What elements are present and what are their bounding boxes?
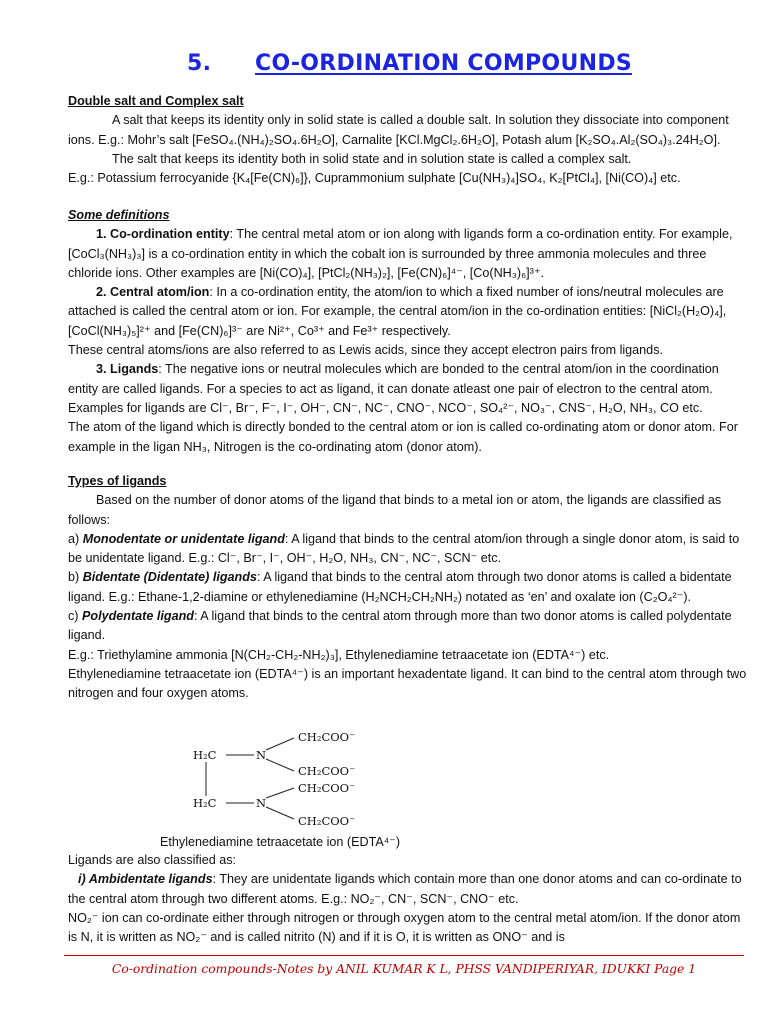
ligand-type-text: : A ligand that binds to the central atom through two donor atoms is called a bidentate ligand. E.g.: Ethane-1,2-diamine or ethylenediamine (H₂NCH₂CH₂NH₂) notated as ‘en’ and oxalate ion (C₂O₄²⁻). <box>68 570 732 604</box>
paragraph: These central atoms/ions are also referred to as Lewis acids, since they accept electron pairs from ligands. <box>68 343 663 358</box>
edta-structure-diagram <box>190 726 390 826</box>
ligand-type-label: Bidentate (Didentate) ligands <box>82 570 257 585</box>
definition-item <box>68 283 748 341</box>
paragraph: E.g.: Potassium ferrocyanide {K₄[Fe(CN)₆]}, Cuprammonium sulphate [Cu(NH₃)₄]SO₄, K₂[PtCl₄], [Ni(CO)₄] etc. <box>68 171 681 186</box>
ligand-type-label: Monodentate or unidentate ligand <box>82 531 285 546</box>
ligand-type-a <box>68 530 748 569</box>
section-double-complex-salt <box>68 92 748 188</box>
definition-item <box>68 360 748 399</box>
n-top-label: N <box>256 748 267 762</box>
h2c-bottom-label: H₂C <box>193 796 217 810</box>
paragraph: A salt that keeps its identity only in solid state is called a double salt. In solution they dissociate into component ions. E.g.: Mohr’s salt [FeSO₄.(NH₄)₂SO₄.6H₂O], Carnalite [KCl.MgCl₂.6H₂O], Potash alum [K₂SO₄.Al₂(SO₄)₃.24H₂O]. <box>68 113 729 147</box>
paragraph: Based on the number of donor atoms of the ligand that binds to a metal ion or atom, the ligands are classified as follows: <box>68 493 722 527</box>
list-marker: b) <box>68 570 83 585</box>
definition-label: 3. Ligands <box>96 362 159 377</box>
list-marker: a) <box>68 531 83 546</box>
ch2coo-group: CH₂COO⁻ <box>298 730 356 744</box>
chapter-number: 5. <box>187 51 212 76</box>
definition-text: : In a co-ordination entity, the atom/ion to which a fixed number of ions/neutral molecules are attached is called the central atom or ion. For example, the central atom/ion in the co-ordination entities: [NiCl₂(H₂O)₄], [CoCl(NH₃)₅]²⁺ and [Fe(CN)₆]³⁻ are Ni²⁺, Co³⁺ and Fe³⁺ respectively. <box>68 285 727 338</box>
definition-label: 1. Co-ordination entity <box>96 227 230 242</box>
paragraph: Examples for ligands are Cl⁻, Br⁻, F⁻, I⁻, OH⁻, CN⁻, NC⁻, CNO⁻, NCO⁻, SO₄²⁻, NO₃⁻, CNS⁻, H₂O, NH₃, CO etc. <box>68 400 703 415</box>
n-bottom-label: N <box>256 796 267 810</box>
paragraph: The atom of the ligand which is directly bonded to the central atom or ion is called co-ordinating atom or donor atom. For example in the ligan NH₃, Nitrogen is the co-ordinating atom (donor atom). <box>68 420 738 454</box>
ch2coo-group: CH₂COO⁻ <box>298 764 356 778</box>
ch2coo-group: CH₂COO⁻ <box>298 814 356 828</box>
ch2coo-group: CH₂COO⁻ <box>298 781 356 795</box>
definition-item <box>68 225 748 283</box>
paragraph: NO₂⁻ ion can co-ordinate either through nitrogen or through oxygen atom to the central metal atom/ion. If the donor atom is N, it is written as NO₂⁻ and is called nitrito (N) and if it is O, it is written as ONO⁻ and is <box>68 910 741 945</box>
paragraph: Ethylenediamine tetraacetate ion (EDTA⁴⁻) is an important hexadentate ligand. It can bind to the central atom through two nitrogen and four oxygen atoms. <box>68 666 747 701</box>
section-also-classified <box>68 851 748 947</box>
page-footer: Co-ordination compounds-Notes by ANIL KUMAR K L, PHSS VANDIPERIYAR, IDUKKI Page 1 <box>111 962 697 976</box>
chapter-title: CO-ORDINATION COMPOUNDS <box>255 51 633 76</box>
ligand-type-b <box>68 568 748 607</box>
ligand-type-text: : A ligand that binds to the central atom through more than two donor atoms is called polydentate ligand. <box>68 609 732 643</box>
definition-text: : The negative ions or neutral molecules which are bonded to the central atom/ion in the coordination entity are called ligands. For a species to act as ligand, it can donate atleast one pair of electron to the central atom. <box>68 362 719 396</box>
section-heading: Some definitions <box>68 208 170 222</box>
ligand-type-label: i) Ambidentate ligands <box>78 872 213 887</box>
ambidentate-item <box>68 870 748 909</box>
footer-divider <box>64 955 744 956</box>
section-heading: Double salt and Complex salt <box>68 94 244 108</box>
ligand-type-text: : A ligand that binds to the central atom/ion through a single donor atom, is said to be unidentate ligand. E.g.: Cl⁻, Br⁻, I⁻, OH⁻, H₂O, NH₃, CN⁻, NC⁻, SCN⁻ etc. <box>68 531 740 566</box>
paragraph: E.g.: Triethylamine ammonia [N(CH₂-CH₂-NH₂)₃], Ethylenediamine tetraacetate ion (EDTA⁴⁻) etc. <box>68 647 610 662</box>
h2c-top-label: H₂C <box>193 748 217 762</box>
section-types-of-ligands <box>68 472 748 704</box>
paragraph: Ligands are also classified as: <box>68 853 237 867</box>
ligand-type-c <box>68 607 748 646</box>
edta-bonds <box>190 726 390 826</box>
definition-label: 2. Central atom/ion <box>96 285 210 300</box>
ligand-type-label: Polydentate ligand <box>82 609 194 624</box>
paragraph: The salt that keeps its identity both in solid state and in solution state is called a complex salt. <box>112 151 632 166</box>
section-heading: Types of ligands <box>68 474 167 488</box>
structure-caption: Ethylenediamine tetraacetate ion (EDTA⁴⁻) <box>160 835 401 849</box>
list-marker: c) <box>68 609 82 624</box>
definition-text: : The central metal atom or ion along with ligands form a co-ordination entity. For example, [CoCl₃(NH₃)₃] is a co-ordination entity in which the cobalt ion is surrounded by three ammonia molecules and three chloride ions. Other examples are [Ni(CO)₄], [PtCl₂(NH₃)₂], [Fe(CN)₆]⁴⁻, [Co(NH₃)₆]³⁺. <box>68 227 733 280</box>
ligand-type-text: : They are unidentate ligands which contain more than one donor atoms and can co-ordinate to the central atom through two different atoms. E.g.: NO₂⁻, CN⁻, SCN⁻, CNO⁻ etc. <box>68 872 742 906</box>
section-definitions <box>68 206 748 457</box>
